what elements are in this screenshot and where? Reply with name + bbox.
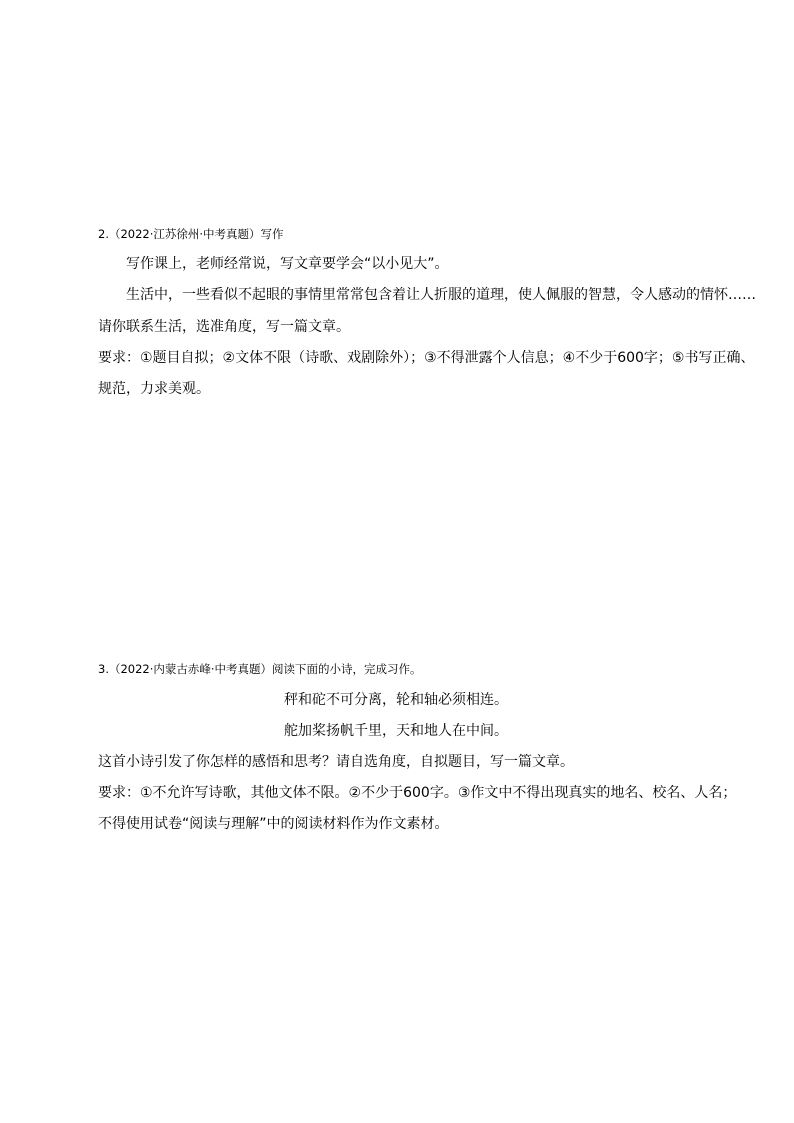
question-3-poem-line-1: 秤和砣不可分离，轮和轴必须相连。 (284, 692, 508, 708)
question-2-requirements-line-2: 规范，力求美观。 (98, 381, 210, 397)
question-2-paragraph-1: 写作课上，老师经常说，写文章要学会“以小见大”。 (126, 256, 449, 272)
question-3-requirements-line-1: 要求：①不允许写诗歌，其他文体不限。②不少于600字。③作文中不得出现真实的地名、校名、人名； (98, 785, 737, 801)
question-3-heading: 3.（2022·内蒙古赤峰·中考真题）阅读下面的小诗，完成习作。 (98, 662, 422, 676)
question-2-requirements-line-1: 要求：①题目自拟；②文体不限（诗歌、戏剧除外）；③不得泄露个人信息；④不少于600字；⑤书写正确、 (98, 350, 755, 366)
question-2-paragraph-2: 生活中，一些看似不起眼的事情里常常包含着让人折服的道理，使人佩服的智慧，令人感动的情怀…… (126, 287, 756, 303)
question-3-poem-line-2: 舵加桨扬帆千里，天和地人在中间。 (284, 723, 508, 739)
question-3-prompt: 这首小诗引发了你怎样的感悟和思考？请自选角度，自拟题目，写一篇文章。 (98, 754, 574, 770)
question-3-requirements-line-2: 不得使用试卷“阅读与理解”中的阅读材料作为作文素材。 (98, 816, 449, 832)
question-2-paragraph-3: 请你联系生活，选准角度，写一篇文章。 (98, 319, 350, 335)
question-2-heading: 2.（2022·江苏徐州·中考真题）写作 (98, 227, 284, 241)
